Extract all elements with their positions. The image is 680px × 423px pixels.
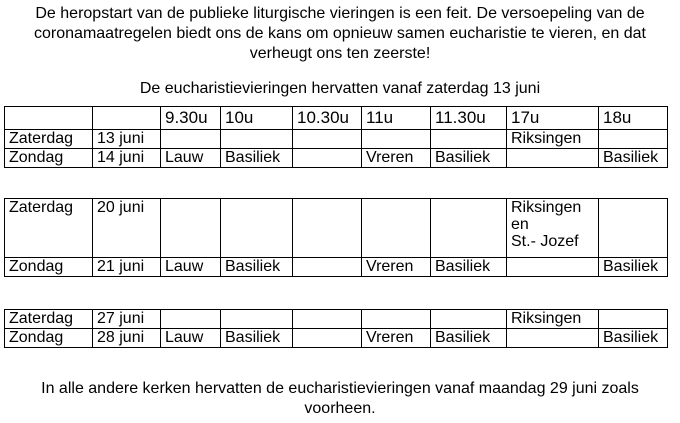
table-cell: Basiliek xyxy=(221,329,293,348)
table-cell: Lauw xyxy=(161,329,221,348)
table-row xyxy=(5,199,668,258)
table-cell xyxy=(293,329,362,348)
table-cell xyxy=(431,199,507,258)
table-cell: 27 juni xyxy=(93,310,161,329)
table-cell xyxy=(507,329,599,348)
table-cell xyxy=(507,149,599,168)
table-cell: Zaterdag xyxy=(5,310,93,329)
header-cell: 9.30u xyxy=(161,107,221,130)
table-cell: Basiliek xyxy=(221,149,293,168)
header-cell: 10.30u xyxy=(293,107,362,130)
table-row xyxy=(5,310,668,329)
table-cell: Riksingen xyxy=(507,130,599,149)
table-cell: 14 juni xyxy=(93,149,161,168)
table-row xyxy=(5,130,668,149)
header-cell: 11u xyxy=(362,107,431,130)
table-cell xyxy=(293,149,362,168)
table-cell: Vreren xyxy=(362,149,431,168)
table-cell: Basiliek xyxy=(599,329,668,348)
table-cell: Basiliek xyxy=(221,258,293,277)
table-cell xyxy=(293,310,362,329)
table-cell: Zondag xyxy=(5,258,93,277)
table-cell-riksingen-st-jozef xyxy=(507,199,599,258)
table-cell xyxy=(431,310,507,329)
table-cell: Zondag xyxy=(5,329,93,348)
table-cell xyxy=(161,310,221,329)
cell-line: Riksingen xyxy=(511,199,582,216)
table-cell xyxy=(431,130,507,149)
schedule-table-week-1 xyxy=(4,106,668,168)
table-cell: Zaterdag xyxy=(5,199,93,258)
table-cell: Zaterdag xyxy=(5,130,93,149)
table-cell: Vreren xyxy=(362,258,431,277)
header-cell: 17u xyxy=(507,107,599,130)
table-cell: Basiliek xyxy=(431,258,507,277)
intro-line-3: verheugt ons ten zeerste! xyxy=(249,45,431,62)
schedule-subtitle: De eucharistievieringen hervatten vanaf zaterdag 13 juni xyxy=(139,80,541,97)
schedule-table-week-3 xyxy=(4,309,668,348)
cell-line: en xyxy=(511,216,529,233)
table-cell: 28 juni xyxy=(93,329,161,348)
cell-line: St.- Jozef xyxy=(511,233,579,250)
table-cell xyxy=(293,199,362,258)
table-cell: Basiliek xyxy=(599,258,668,277)
table-cell xyxy=(599,199,668,258)
table-cell xyxy=(161,130,221,149)
table-cell: Lauw xyxy=(161,149,221,168)
table-cell xyxy=(221,130,293,149)
footer-line-2: voorheen. xyxy=(304,400,376,417)
table-row xyxy=(5,258,668,277)
schedule-table-week-2 xyxy=(4,198,668,277)
table-cell xyxy=(599,130,668,149)
table-cell xyxy=(293,258,362,277)
header-cell xyxy=(5,107,93,130)
header-cell: 18u xyxy=(599,107,668,130)
table-cell xyxy=(221,199,293,258)
table-cell xyxy=(293,130,362,149)
table-cell: Vreren xyxy=(362,329,431,348)
intro-text xyxy=(4,4,676,64)
table-cell: Riksingen xyxy=(507,310,599,329)
intro-line-2: coronamaatregelen biedt ons de kans om opnieuw samen eucharistie te vieren, en dat xyxy=(34,25,646,42)
table-cell xyxy=(362,199,431,258)
table-cell xyxy=(221,310,293,329)
table-header-row xyxy=(5,107,668,130)
table-cell: Zondag xyxy=(5,149,93,168)
table-cell: Basiliek xyxy=(599,149,668,168)
table-cell: 13 juni xyxy=(93,130,161,149)
footer-line-1: In alle andere kerken hervatten de eucharistievieringen vanaf maandag 29 juni zoals xyxy=(41,380,639,397)
header-cell xyxy=(93,107,161,130)
table-cell: Basiliek xyxy=(431,149,507,168)
header-cell: 11.30u xyxy=(431,107,507,130)
footer-note xyxy=(0,379,680,419)
table-cell: Lauw xyxy=(161,258,221,277)
table-row xyxy=(5,149,668,168)
table-cell xyxy=(362,310,431,329)
intro-line-1: De heropstart van de publieke liturgische vieringen is een feit. De versoepeling van de xyxy=(35,5,645,22)
table-cell: Basiliek xyxy=(431,329,507,348)
table-cell xyxy=(362,130,431,149)
table-cell: 21 juni xyxy=(93,258,161,277)
table-cell xyxy=(507,258,599,277)
table-cell xyxy=(161,199,221,258)
table-row xyxy=(5,329,668,348)
table-cell: 20 juni xyxy=(93,199,161,258)
table-cell xyxy=(599,310,668,329)
header-cell: 10u xyxy=(221,107,293,130)
